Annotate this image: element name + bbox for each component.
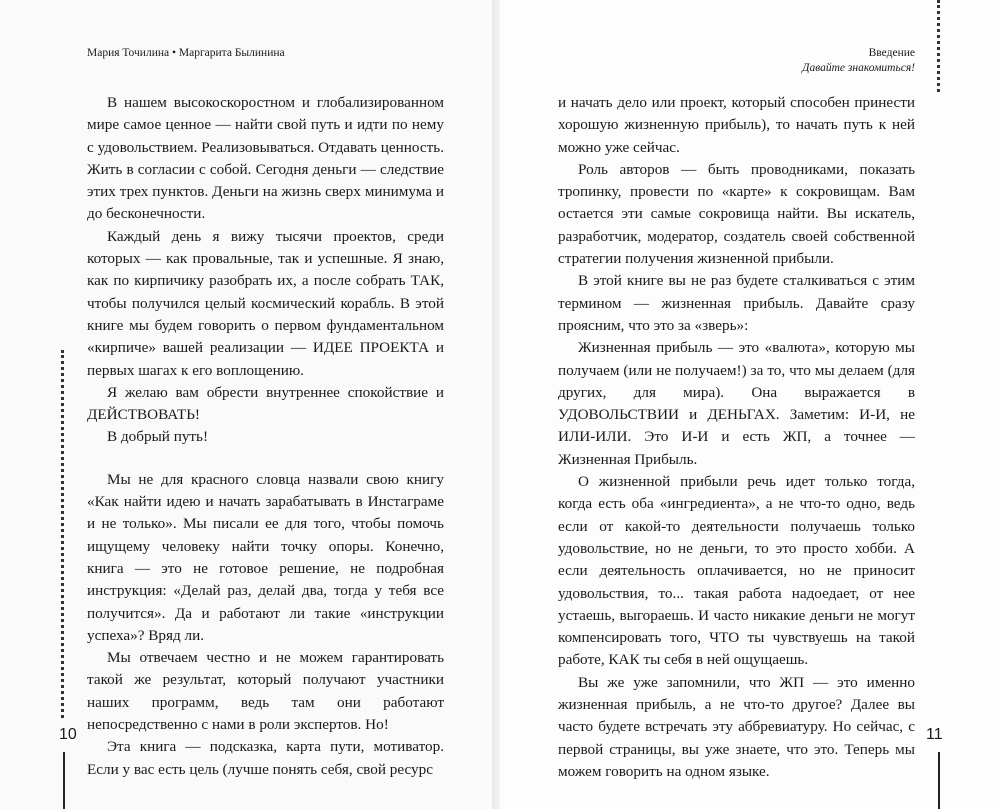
paragraph: Вы же уже запомнили, что ЖП — это именно жизненная прибыль, а не что-то другое? Далее вы часто будете встречать эту аббревиатуру. Но сейчас, с первой страницы, вы уже знаете, что это. Теперь мы можем говорить на одном языке. [558,673,915,780]
paragraph: и начать дело или проект, который способен принести хорошую жизненную прибыль), то начать путь к ней можно уже сейчас. [558,94,915,156]
paragraph: Жизненная прибыль — это «валюта», которую мы получаем (или не получаем!) за то, что мы делаем (для других, для мира). Она выражается в УДОВОЛЬСТВИИ и ДЕНЬГАХ. Заметим: И-И, не ИЛИ-ИЛИ. Это И-И и есть ЖП, а точнее — Жизненная Прибыль. [558,339,915,468]
left-running-head: Мария Точилина • Маргарита Былинина [87,47,285,59]
paragraph: Мы не для красного словца назвали свою книгу «Как найти идею и начать зарабатывать в Инстаграме и не только». Мы писали ее для того, чтобы помочь ищущему человеку найти точку опоры. Конечно, книга — это не готовое решение, не подробная инструкция: «Делай раз, делай два, тогда у тебя все получится». Да и работают ли такие «инструкции успеха»? Вряд ли. [87,470,444,644]
paragraph: Я желаю вам обрести внутреннее спокойствие и ДЕЙСТВОВАТЬ! [87,383,444,424]
margin-bar-right [938,752,940,809]
right-body-text [558,92,915,783]
dotted-margin-line [937,0,940,92]
paragraph: Каждый день я вижу тысячи проектов, среди которых — как провальные, так и успешные. Я знаю, как по кирпичику разобрать их, а после собрать ТАК, чтобы получился целый космический корабль. В этой книге мы будем говорить о первом фундаментальном «кирпиче» вашей реализации — ИДЕЕ ПРОЕКТА и первых шагах к его воплощению. [87,227,444,379]
page-number-right: 11 [926,726,943,743]
right-running-head [802,46,915,76]
paragraph: В нашем высокоскоростном и глобализированном мире самое ценное — найти свой путь и идти по нему с удовольствием. Реализовываться. Отдавать ценность. Жить в согласии с собой. Сегодня деньги — следствие этих трех пунктов. Деньги на жизнь сверх минимума и до бесконечности. [87,94,444,223]
page-number-left: 10 [59,726,77,743]
paragraph: Эта книга — подсказка, карта пути, мотиватор. Если у вас есть цель (лучше понять себя, свой ресурс [87,738,444,778]
margin-bar-left [63,752,65,809]
paragraph: Роль авторов — быть проводниками, показать тропинку, провести по «карте» к сокровищам. Вам остается эти самые сокровища найти. Вы искатель, разработчик, модератор, создатель своей собственной стратегии получения жизненной прибыли. [558,160,915,268]
left-page [0,0,493,809]
paragraph: Мы отвечаем честно и не можем гарантировать такой же результат, который получают участники наших программ, ведь там они работают непосредственно с нами в роли экспертов. Но! [87,649,444,734]
paragraph: В добрый путь! [107,428,209,446]
chapter-title: Введение [868,47,915,59]
paragraph: О жизненной прибыли речь идет только тогда, когда есть оба «ингредиента», а не что-то одно, ведь если от какой-то деятельности получаешь только удовольствие, но не деньги, то это просто хобби. А если деятельность оплачивается, но не приносит удовольствия, то... такая работа надоедает, от нее устаешь, выгораешь. И часто никакие деньги не могут компенсировать того, ЧТО ты чувствуешь на такой работе, КАК ты себя в ней ощущаешь. [558,473,915,669]
left-body-text [87,92,444,781]
dotted-margin-line [61,350,64,718]
book-gutter [492,0,500,809]
paragraph: В этой книге вы не раз будете сталкиваться с этим термином — жизненная прибыль. Давайте сразу проясним, что это за «зверь»: [558,272,915,334]
chapter-subtitle: Давайте знакомиться! [802,62,915,74]
